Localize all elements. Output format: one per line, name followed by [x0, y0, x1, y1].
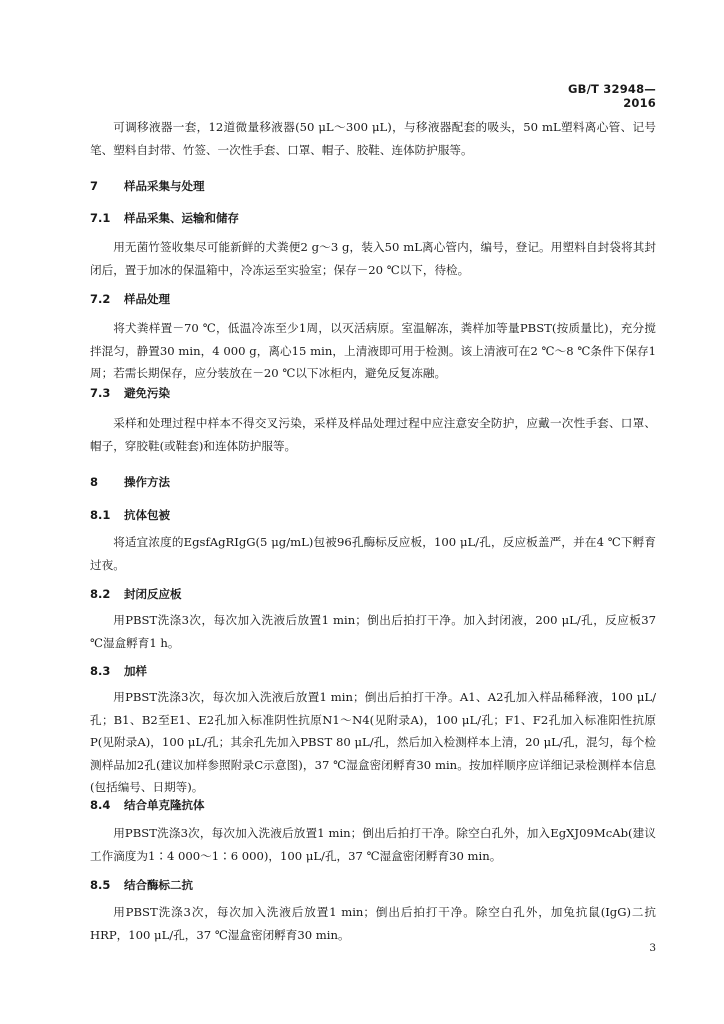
section-7-2-heading	[90, 290, 170, 308]
section-number: 8.5	[90, 878, 111, 892]
section-number: 8	[90, 475, 99, 489]
section-8-2-heading	[90, 585, 182, 603]
section-8-4-heading	[90, 796, 205, 814]
section-title: 抗体包被	[124, 508, 170, 522]
standard-number: GB/T 32948—2016	[568, 82, 656, 110]
section-8-5-paragraph: 用PBST洗涤3次，每次加入洗液后放置1 min；倒出后拍打干净。除空白孔外，加兔抗鼠(IgG)二抗HRP，100 μL/孔，37 ℃湿盒密闭孵育30 min。	[90, 905, 656, 942]
section-number: 7.2	[90, 292, 111, 306]
section-8-5-heading	[90, 876, 193, 894]
section-title: 避免污染	[124, 386, 170, 400]
section-title: 结合单克隆抗体	[124, 798, 205, 812]
section-title: 操作方法	[124, 475, 170, 489]
section-7-2-paragraph: 将犬粪样置－70 ℃，低温冷冻至少1周，以灭活病原。室温解冻，粪样加等量PBST(按质量比)，充分搅拌混匀，静置30 min，4 000 g，离心15 min，上清液即可用于检测。该上清液可在2 ℃～8 ℃条件下保存1周；若需长期保存，应分装放在－20 ℃以下冰柜内，避免反复冻融。	[90, 321, 656, 380]
section-7-3-heading	[90, 384, 170, 402]
section-number: 8.4	[90, 798, 111, 812]
section-8-4-paragraph: 用PBST洗涤3次，每次加入洗液后放置1 min；倒出后拍打干净。除空白孔外，加入EgXJ09McAb(建议工作滴度为1∶4 000～1∶6 000)，100 μL/孔，37 ℃湿盒密闭孵育30 min。	[90, 826, 656, 863]
section-number: 7.3	[90, 386, 111, 400]
section-number: 8.3	[90, 664, 111, 678]
section-8-2-paragraph: 用PBST洗涤3次，每次加入洗液后放置1 min；倒出后拍打干净。加入封闭液，200 μL/孔，反应板37 ℃湿盒孵育1 h。	[90, 613, 656, 650]
section-7-1-paragraph: 用无菌竹签收集尽可能新鲜的犬粪便2 g～3 g，装入50 mL离心管内，编号，登记。用塑料自封袋将其封闭后，置于加冰的保温箱中，冷冻运至实验室；保存－20 ℃以下，待检。	[90, 240, 656, 277]
section-title: 样品处理	[124, 292, 170, 306]
section-8-1-paragraph: 将适宜浓度的EgsfAgRIgG(5 μg/mL)包被96孔酶标反应板，100 μL/孔，反应板盖严，并在4 ℃下孵育过夜。	[90, 535, 656, 572]
section-title: 样品采集、运输和储存	[124, 211, 239, 225]
section-8-3-paragraph: 用PBST洗涤3次，每次加入洗液后放置1 min；倒出后拍打干净。A1、A2孔加入样品稀释液，100 μL/孔；B1、B2至E1、E2孔加入标准阴性抗原N1～N4(见附录A)，100 μL/孔；F1、F2孔加入标准阳性抗原P(见附录A)，100 μL/孔；其余孔先加入PBST 80 μL/孔，然后加入检测样本上清，20 μL/孔，混匀，每个检测样品加2孔(建议加样参照附录C示意图)，37 ℃湿盒密闭孵育30 min。按加样顺序应详细记录检测样本信息(包括编号、日期等)。	[90, 690, 656, 794]
section-7-1-heading	[90, 209, 239, 227]
section-8-1-heading	[90, 506, 170, 524]
page-number: 3	[649, 942, 656, 954]
section-number: 7.1	[90, 211, 111, 225]
section-title: 样品采集与处理	[124, 179, 205, 193]
section-8-heading	[90, 473, 170, 491]
section-number: 8.1	[90, 508, 111, 522]
section-title: 加样	[124, 664, 147, 678]
section-7-3-paragraph: 采样和处理过程中样本不得交叉污染，采样及样品处理过程中应注意安全防护，应戴一次性手套、口罩、帽子，穿胶鞋(或鞋套)和连体防护服等。	[90, 416, 656, 453]
section-title: 封闭反应板	[124, 587, 182, 601]
section-number: 7	[90, 179, 99, 193]
section-8-3-heading	[90, 662, 147, 680]
section-7-heading	[90, 177, 205, 195]
section-title: 结合酶标二抗	[124, 878, 193, 892]
equipment-paragraph: 可调移液器一套，12道微量移液器(50 μL～300 μL)，与移液器配套的吸头，50 mL塑料离心管、记号笔、塑料自封带、竹签、一次性手套、口罩、帽子、胶鞋、连体防护服等。	[90, 120, 656, 157]
section-number: 8.2	[90, 587, 111, 601]
